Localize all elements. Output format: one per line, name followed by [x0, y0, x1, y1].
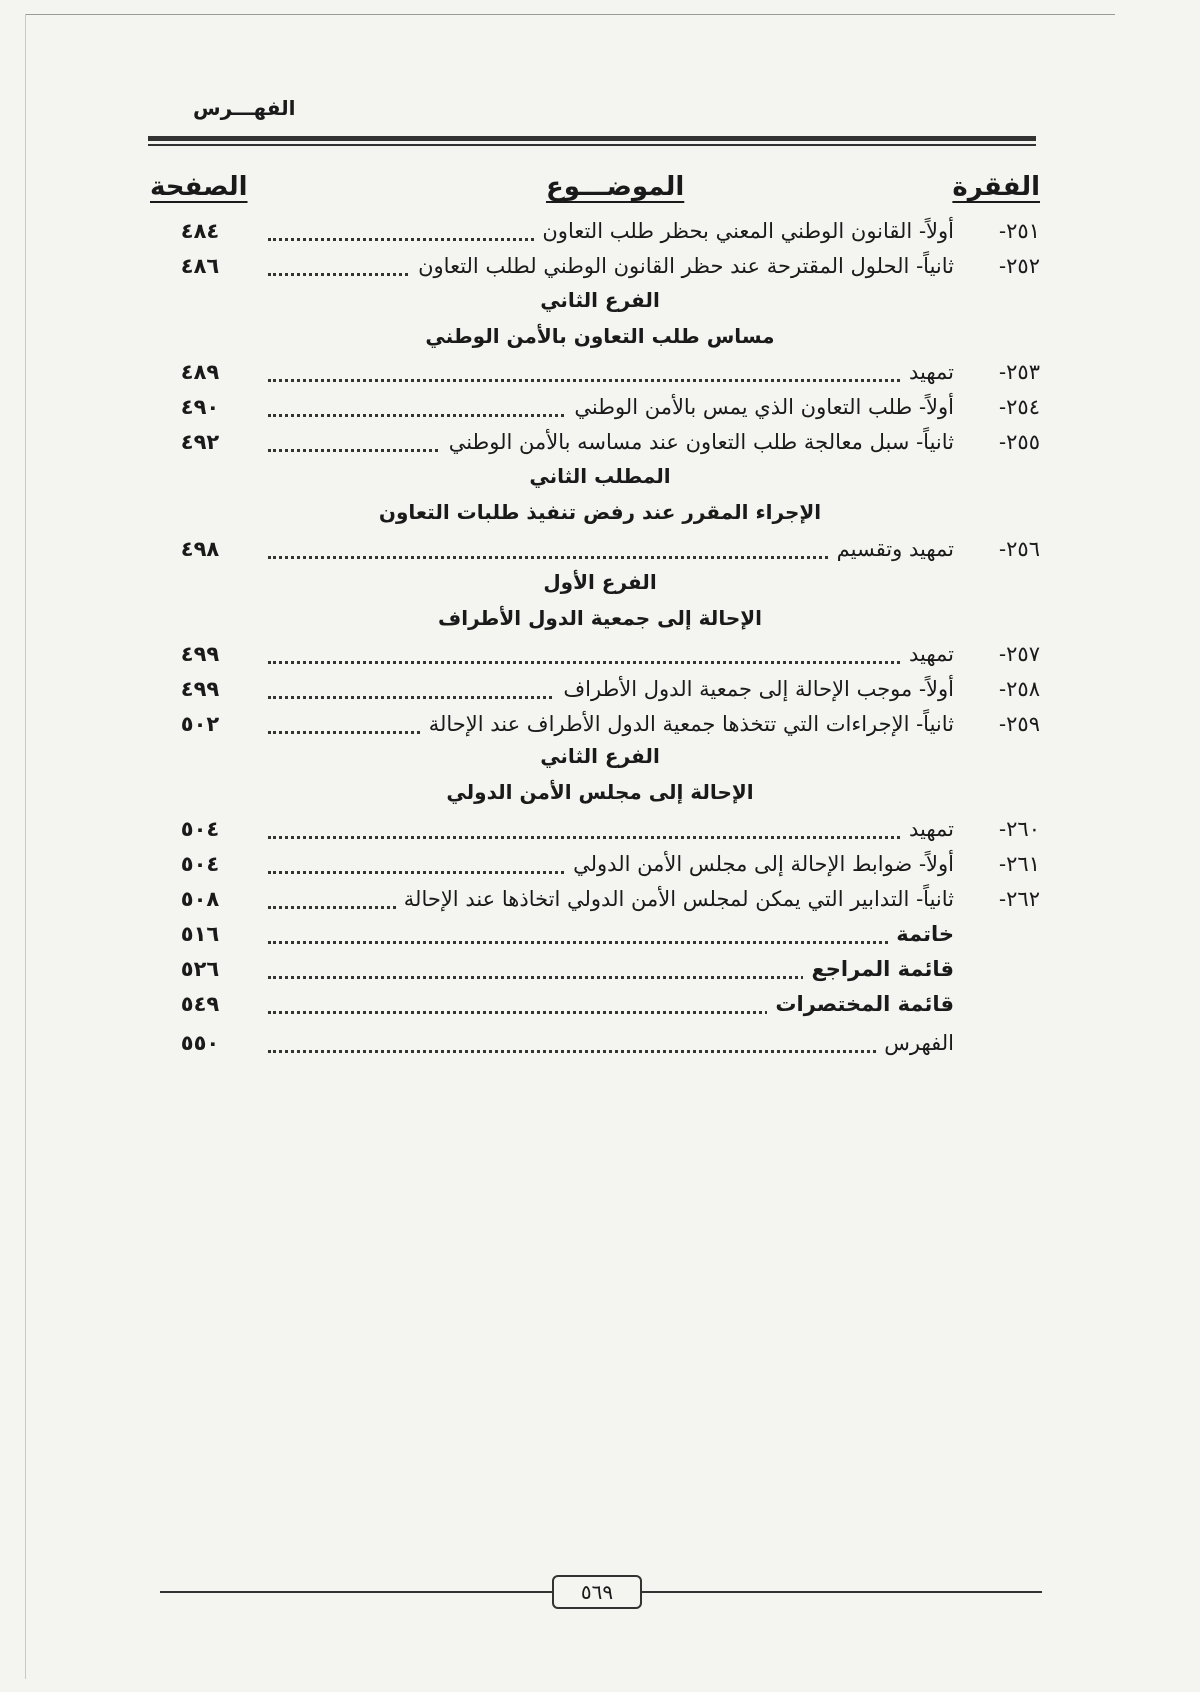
section-heading: مساس طلب التعاون بالأمن الوطني [425, 324, 775, 348]
entry-title: تمهيد [901, 637, 954, 671]
entry-title: ثانياً- التدابير التي يمكن لمجلس الأمن الدولي اتخاذها عند الإحالة [396, 882, 954, 916]
paragraph-number: ٢٥٧- [999, 642, 1040, 666]
paragraph-number: ٢٥٣- [999, 360, 1040, 384]
page-ref: ٥٠٤ [180, 852, 220, 876]
paragraph-number: ٢٥٥- [999, 430, 1040, 454]
running-header: الفهـــرس [193, 96, 296, 120]
scan-edge [25, 14, 1115, 15]
page-ref: ٤٨٦ [180, 254, 220, 278]
page-ref: ٥٠٨ [180, 887, 220, 911]
section-heading: الإجراء المقرر عند رفض تنفيذ طلبات التعاون [378, 500, 822, 524]
page-ref: ٤٩٠ [180, 395, 220, 419]
page-ref: ٥١٦ [180, 922, 220, 946]
page-ref: ٤٨٤ [180, 219, 220, 243]
page-ref: ٤٩٨ [180, 537, 220, 561]
toc-entry[interactable] [160, 987, 1040, 1021]
paragraph-number: ٢٦٢- [999, 887, 1040, 911]
column-header-paragraph: الفقرة [952, 172, 1040, 202]
dot-leader [268, 661, 954, 664]
toc-entry[interactable] [160, 1026, 1040, 1060]
paragraph-number: ٢٥٨- [999, 677, 1040, 701]
entry-title: ثانياً- الإجراءات التي تتخذها جمعية الدول الأطراف عند الإحالة [421, 707, 954, 741]
paragraph-number: ٢٥٦- [999, 537, 1040, 561]
toc-entry[interactable] [160, 707, 1040, 741]
column-header-topic: الموضـــوع [546, 172, 685, 202]
page-ref: ٤٨٩ [180, 360, 220, 384]
entry-title: تمهيد [901, 355, 954, 389]
toc-entry[interactable] [160, 214, 1040, 248]
entry-title: تمهيد وتقسيم [829, 532, 954, 566]
header-rule [148, 144, 1036, 146]
page-ref: ٥٠٤ [180, 817, 220, 841]
entry-title: أولاً- موجب الإحالة إلى جمعية الدول الأطراف [555, 672, 954, 706]
entry-title: ثانياً- الحلول المقترحة عند حظر القانون الوطني لطلب التعاون [410, 249, 954, 283]
page-number: ٥٦٩ [552, 1575, 642, 1609]
paragraph-number: ٢٥١- [999, 219, 1040, 243]
page-ref: ٥٤٩ [180, 992, 220, 1016]
scan-edge [25, 14, 26, 1679]
page-ref: ٥٠٢ [180, 712, 220, 736]
dot-leader [268, 836, 954, 839]
entry-title: أولاً- ضوابط الإحالة إلى مجلس الأمن الدولي [565, 847, 954, 881]
toc-entry[interactable] [160, 390, 1040, 424]
paragraph-number: ٢٥٤- [999, 395, 1040, 419]
section-heading: الفرع الأول [543, 570, 657, 594]
page-ref: ٤٩٩ [180, 642, 220, 666]
toc-entry[interactable] [160, 882, 1040, 916]
entry-title: أولاً- طلب التعاون الذي يمس بالأمن الوطني [566, 390, 954, 424]
dot-leader [268, 941, 954, 944]
toc-entry[interactable] [160, 355, 1040, 389]
page-ref: ٤٩٩ [180, 677, 220, 701]
paragraph-number: ٢٦١- [999, 852, 1040, 876]
toc-entry[interactable] [160, 847, 1040, 881]
section-heading: الإحالة إلى مجلس الأمن الدولي [446, 780, 754, 804]
toc-entry[interactable] [160, 917, 1040, 951]
paragraph-number: ٢٥٢- [999, 254, 1040, 278]
dot-leader [268, 379, 954, 382]
toc-entry[interactable] [160, 672, 1040, 706]
entry-title: خاتمة [888, 917, 954, 951]
section-heading: الفرع الثاني [540, 288, 660, 312]
entry-title: تمهيد [901, 812, 954, 846]
page-ref: ٥٥٠ [180, 1031, 220, 1055]
section-heading: الفرع الثاني [540, 744, 660, 768]
entry-title: قائمة المختصرات [767, 987, 954, 1021]
toc-entry[interactable] [160, 249, 1040, 283]
toc-entry[interactable] [160, 532, 1040, 566]
paragraph-number: ٢٥٩- [999, 712, 1040, 736]
page-ref: ٥٢٦ [180, 957, 220, 981]
page-ref: ٤٩٢ [180, 430, 220, 454]
toc-entry[interactable] [160, 812, 1040, 846]
toc-entry[interactable] [160, 637, 1040, 671]
paragraph-number: ٢٦٠- [999, 817, 1040, 841]
dot-leader [268, 1050, 954, 1053]
footer-rule [160, 1591, 552, 1593]
entry-title: الفهرس [876, 1026, 954, 1060]
entry-title: قائمة المراجع [803, 952, 954, 986]
header-rule [148, 136, 1036, 141]
footer-rule [642, 1591, 1042, 1593]
column-header-page: الصفحة [150, 172, 248, 202]
toc-entry[interactable] [160, 425, 1040, 459]
entry-title: أولاً- القانون الوطني المعني بحظر طلب التعاون [534, 214, 954, 248]
section-heading: المطلب الثاني [529, 464, 671, 488]
section-heading: الإحالة إلى جمعية الدول الأطراف [438, 606, 762, 630]
toc-entry[interactable] [160, 952, 1040, 986]
entry-title: ثانياً- سبل معالجة طلب التعاون عند مساسه بالأمن الوطني [441, 425, 954, 459]
